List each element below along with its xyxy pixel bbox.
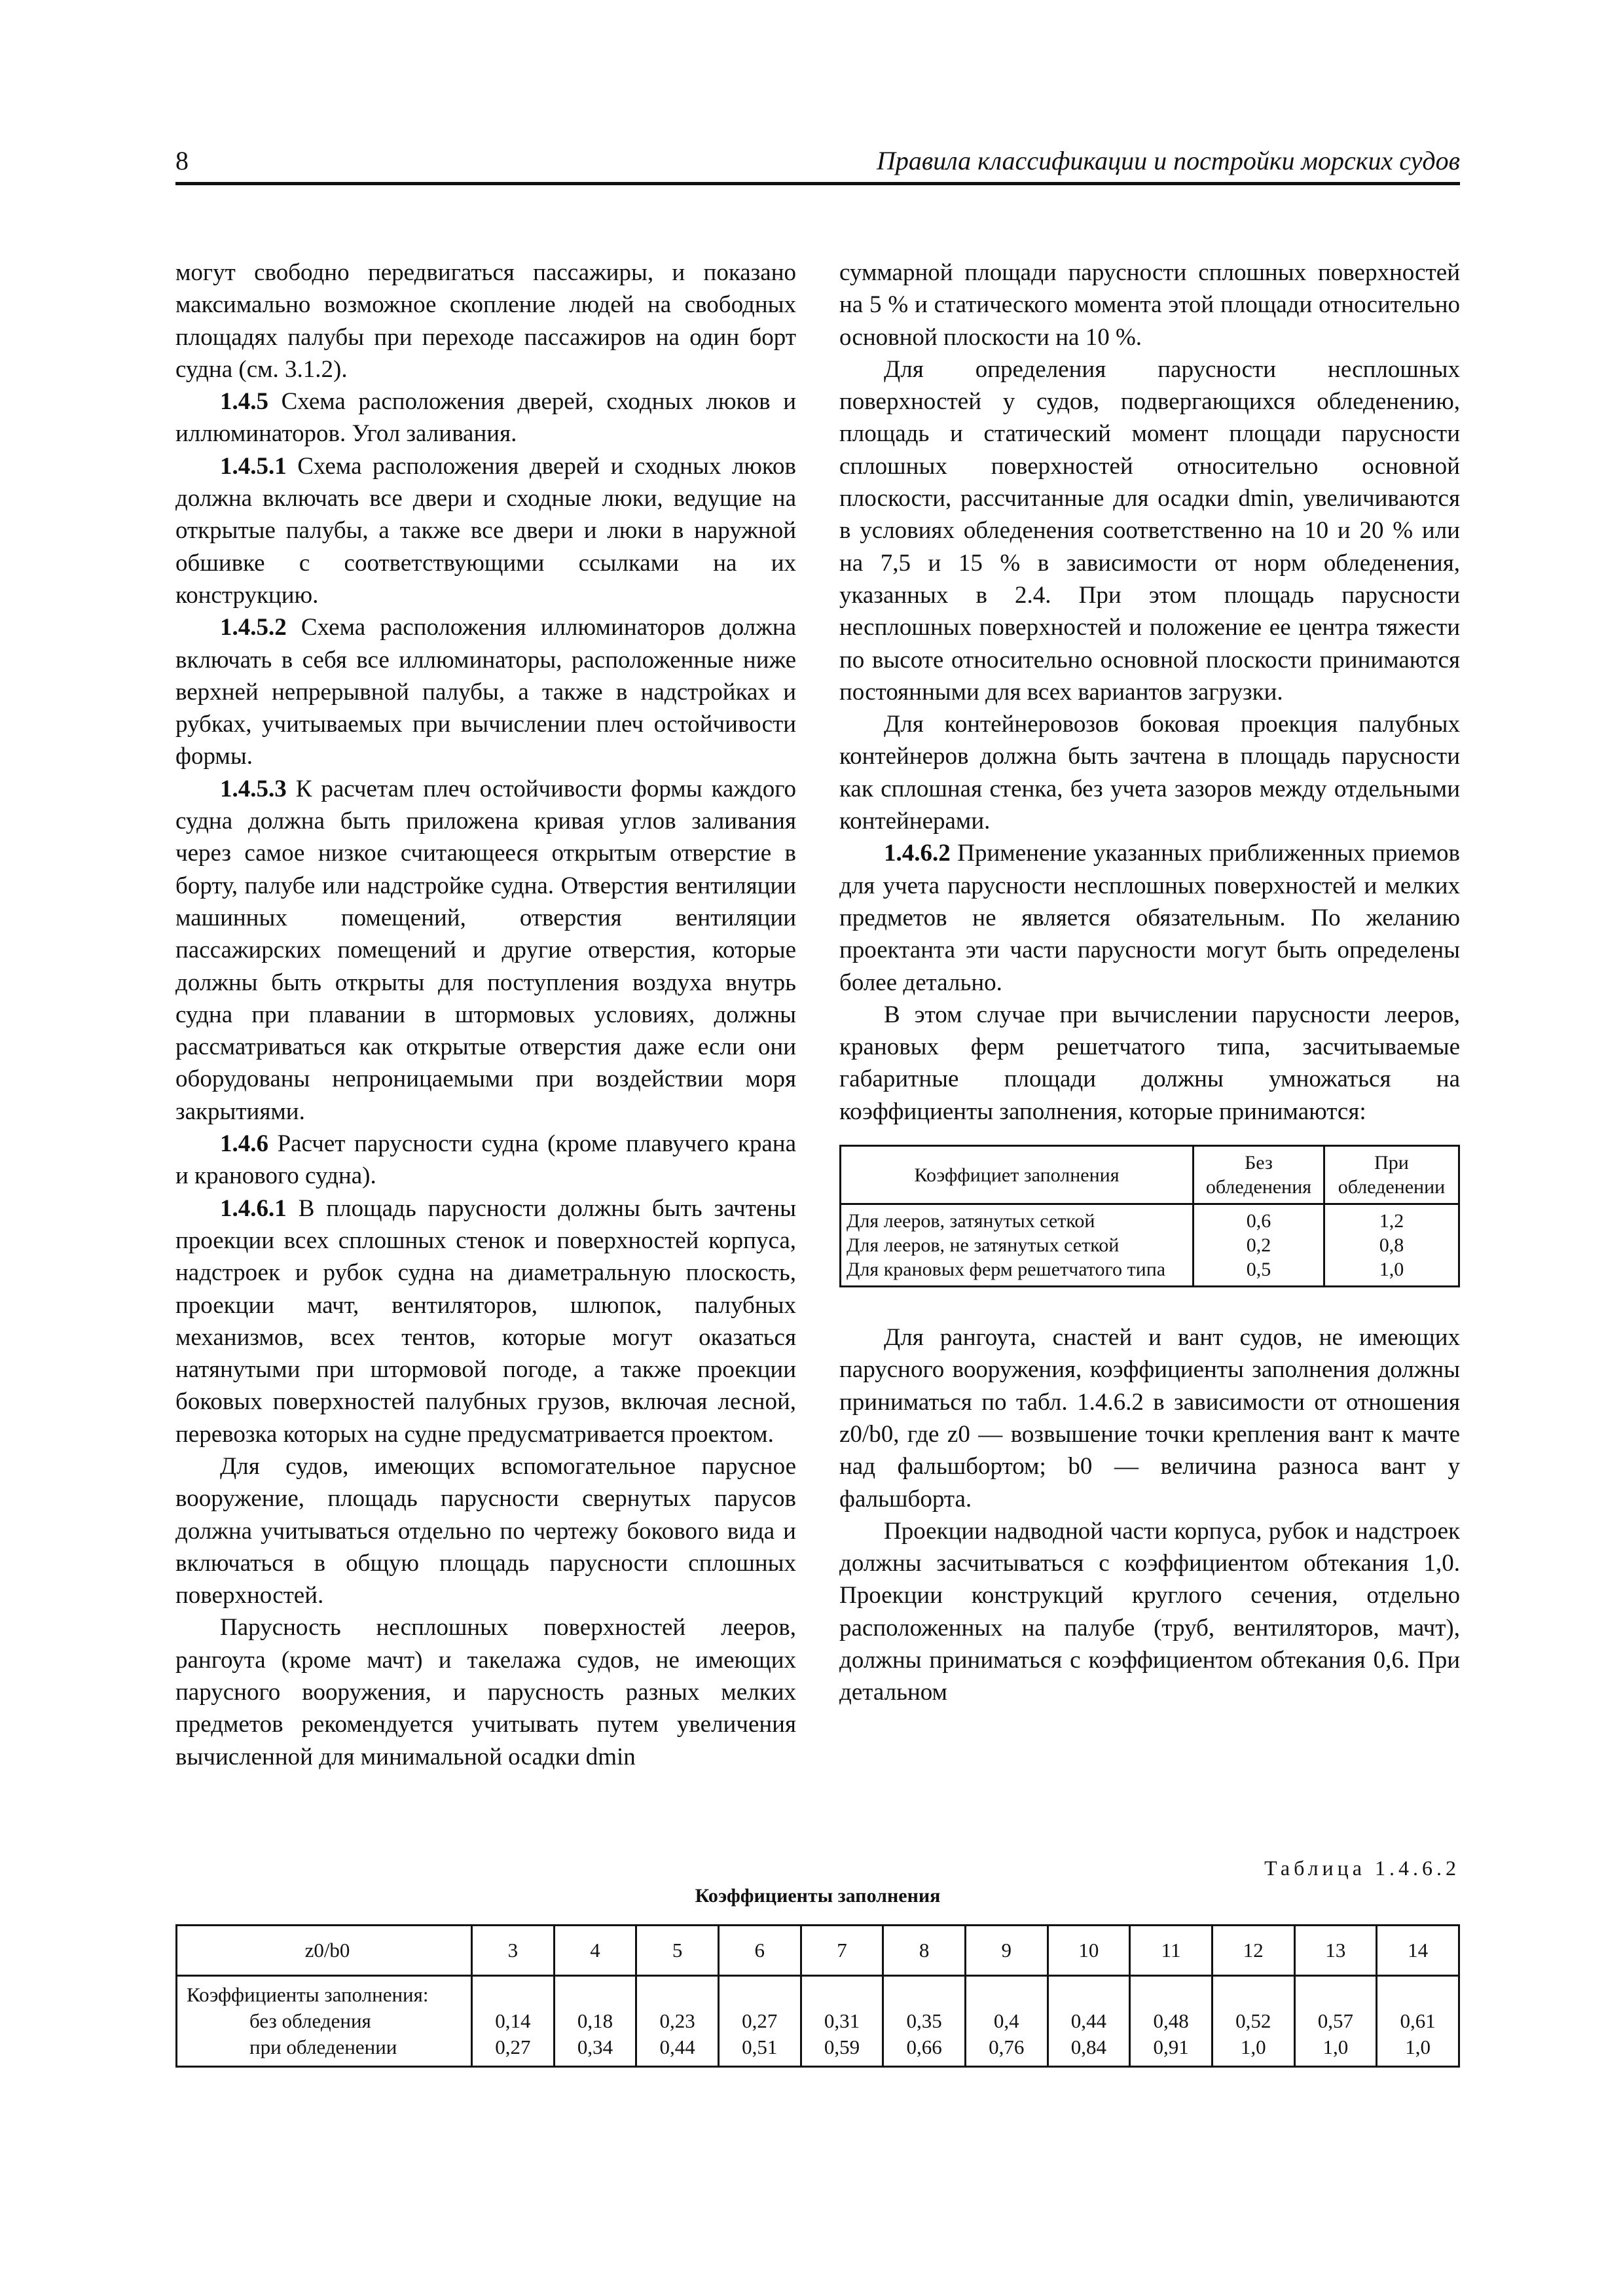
without-icing-value: 0,18	[577, 2009, 613, 2032]
with-icing-label: при обледенении	[249, 2036, 397, 2058]
paragraph-text: К расчетам плеч остойчивости формы каждого судна должна быть приложена кривая углов заливания через самое низкое считающееся открытым отверстие в борту, палубе или надстройке судна. Отверстия вентиляции машинных помещений, отверстия вентиляции пассажирских помещений и другие отверстия, которые должны быть открыты для поступления воздуха внутрь судна при плавании в штормовых условиях, должны рассматриваться как открытые отверстия даже если они оборудованы непроницаемыми при воздействии моря закрытиями.	[175, 775, 796, 1125]
paragraph	[839, 708, 1460, 837]
paragraph	[839, 1515, 1460, 1709]
table-number-label: Таблица 1.4.6.2	[1264, 1856, 1460, 1880]
without-icing-value: 0,44	[1070, 2009, 1107, 2032]
spacer	[558, 1982, 633, 2008]
paragraph	[839, 257, 1460, 353]
section-number: 1.4.6.1	[220, 1194, 287, 1222]
fill-coefficient-table	[839, 1145, 1460, 1287]
paragraph-text: Применение указанных приближенных приемов для учета парусности несплошных поверхностей и мелких предметов не является обязательным. По желанию проектанта эти части парусности могут быть определены более детально.	[839, 840, 1460, 996]
spacer	[1133, 1982, 1209, 2008]
with-icing-value: 1,0	[1240, 2036, 1266, 2058]
coefficient-group-label: Коэффициенты заполнения:	[187, 1983, 429, 2006]
with-icing-value: 0,84	[1070, 2036, 1107, 2058]
paragraph-text: Для определения парусности несплошных поверхностей у судов, подвергающихся обледенению, площадь и статический момент площади парусности сплошных поверхностей относительно основной плоскости, рассчитанные для осадки dmin, увеличиваются в условиях обледенения соответственно на 10 и 20 % или на 7,5 и 15 % в зависимости от норм обледенения, указанных в 2.4. При этом площадь парусности несплошных поверхностей и положение ее центра тяжести по высоте относительно основной плоскости принимаются постоянными для всех вариантов загрузки.	[839, 355, 1460, 706]
with-icing-value: 0,44	[659, 2036, 695, 2058]
fill-coefficient-names	[841, 1204, 1194, 1287]
paragraph	[175, 611, 796, 772]
spacer	[1298, 1982, 1374, 2008]
paragraph	[175, 773, 796, 1128]
without-icing-value: 0,14	[495, 2009, 531, 2032]
ratio-header-label: z0/b0	[177, 1926, 472, 1976]
paragraph	[839, 353, 1460, 708]
paragraph-text: Проекции надводной части корпуса, рубок и надстроек должны засчитываться с коэффициентом обтекания 1,0. Проекции конструкций круглого сечения, отдельно расположенных на палубе (труб, вентиляторов, мачт), должны приниматься с коэффициентом обтекания 0,6. При детальном	[839, 1517, 1460, 1706]
fill-coefficient-without: 0,5	[1246, 1259, 1271, 1281]
fill-coefficient-with-values	[1324, 1204, 1459, 1287]
paragraph-text: Парусность несплошных поверхностей лееров, рангоута (кроме мачт) и такелажа судов, не имеющих парусного вооружения, и парусность разных мелких предметов рекомендуется учитывать путем увеличения вычисленной для минимальной осадки dmin	[175, 1614, 796, 1770]
paragraph-text: Схема расположения дверей, сходных люков и иллюминаторов. Угол заливания.	[175, 388, 796, 448]
fill-coefficient-without: 0,2	[1246, 1234, 1271, 1257]
without-icing-value: 0,52	[1235, 2009, 1271, 2032]
ratio-value: 4	[554, 1926, 636, 1976]
ratio-value: 11	[1130, 1926, 1213, 1976]
section-number: 1.4.6	[220, 1130, 268, 1158]
paragraph	[839, 999, 1460, 1128]
spacer	[886, 1982, 962, 2008]
coefficient-cell	[965, 1976, 1048, 2067]
coefficient-cell	[1377, 1976, 1459, 2067]
spacer	[1216, 1982, 1291, 2008]
coefficient-cell	[1294, 1976, 1377, 2067]
ratio-value: 10	[1048, 1926, 1130, 1976]
paragraph-text: Схема расположения дверей и сходных люков должна включать все двери и сходные люки, ведущие на открытые палубы, а также все двери и люки в наружной обшивке с соответствующими ссылками на их конструкцию.	[175, 452, 796, 609]
fill-coefficient-with: 1,2	[1379, 1210, 1404, 1232]
section-number: 1.4.5.2	[220, 614, 287, 641]
coefficient-values-row	[177, 1976, 1459, 2067]
coefficient-cell	[718, 1976, 801, 2067]
without-icing-value: 0,61	[1400, 2009, 1436, 2032]
ratio-value: 5	[636, 1926, 719, 1976]
right-column-top	[839, 257, 1460, 1128]
paragraph	[175, 1193, 796, 1450]
fill-coefficient-name: Для лееров, не затянутых сеткой	[847, 1234, 1120, 1257]
fill-coefficient-name: Для лееров, затянутых сеткой	[847, 1210, 1095, 1232]
paragraph	[175, 257, 796, 386]
coefficient-cell	[1212, 1976, 1294, 2067]
fill-coefficient-without-values	[1194, 1204, 1324, 1287]
paragraph-text: В этом случае при вычислении парусности лееров, крановых ферм решетчатого типа, засчитываемые габаритные площади должны умножаться на коэффициенты заполнения, которые принимаются:	[839, 1001, 1460, 1125]
paragraph	[839, 837, 1460, 998]
paragraph-text: Для контейнеровозов боковая проекция палубных контейнеров должна быть зачтена в площадь парусности как сплошная стенка, без учета зазоров между отдельными контейнерами.	[839, 711, 1460, 835]
page-number: 8	[175, 146, 189, 175]
section-number: 1.4.5.1	[220, 452, 287, 480]
without-icing-value: 0,35	[906, 2009, 942, 2032]
spacer	[969, 1982, 1044, 2008]
fill-coefficient-header-without: Без обледенения	[1194, 1146, 1324, 1204]
paragraph	[175, 1128, 796, 1193]
paragraph-text: Для рангоута, снастей и вант судов, не имеющих парусного вооружения, коэффициенты заполнения должны приниматься по табл. 1.4.6.2 в зависимости от отношения z0/b0, где z0 — возвышение точки крепления вант к мачте над фальшбортом; b0 — величина разноса вант у фальшборта.	[839, 1324, 1460, 1513]
paragraph-text: Схема расположения иллюминаторов должна включать в себя все иллюминаторы, расположенные ниже верхней непрерывной палубы, а также в надстройках и рубках, учитываемых при вычислении плеч остойчивости формы.	[175, 614, 796, 770]
ratio-value: 14	[1377, 1926, 1459, 1976]
paragraph-text: В площадь парусности должны быть зачтены проекции всех сплошных стенок и поверхностей корпуса, надстроек и рубок судна на диаметральную плоскость, проекции мачт, вентиляторов, шлюпок, палубных механизмов, всех тентов, которые могут оказаться натянутыми при штормовой погоде, а также проекции боковых поверхностей палубных грузов, включая лесной, перевозка которых на судне предусматривается проектом.	[175, 1194, 796, 1448]
paragraph	[175, 450, 796, 611]
without-icing-label: без обледения	[249, 2009, 371, 2032]
spacer	[640, 1982, 715, 2008]
fill-coefficient-without: 0,6	[1246, 1210, 1271, 1232]
ratio-value: 3	[472, 1926, 555, 1976]
fill-coefficients-by-ratio-table	[175, 1924, 1460, 2068]
paragraph-text: Для судов, имеющих вспомогательное парусное вооружение, площадь парусности свернутых парусов должна учитываться отдельно по чертежу бокового вида и включаться в общую площадь парусности сплошных поверхностей.	[175, 1452, 796, 1609]
right-column-bottom	[839, 1321, 1460, 1709]
paragraph	[175, 1611, 796, 1772]
without-icing-value: 0,31	[824, 2009, 860, 2032]
paragraph	[839, 1321, 1460, 1515]
coefficient-cell	[801, 1976, 883, 2067]
ratio-value: 6	[718, 1926, 801, 1976]
fill-coefficient-name: Для крановых ферм решетчатого типа	[847, 1259, 1166, 1281]
fill-coefficient-header-with: При обледенении	[1324, 1146, 1459, 1204]
table-title: Коэффициенты заполнения	[695, 1885, 941, 1907]
ratio-value: 12	[1212, 1926, 1294, 1976]
paragraph-text: Расчет парусности судна (кроме плавучего крана и кранового судна).	[175, 1130, 796, 1190]
without-icing-value: 0,23	[659, 2009, 695, 2032]
without-icing-value: 0,4	[993, 2009, 1019, 2032]
running-title: Правила классификации и постройки морских судов	[876, 146, 1460, 175]
with-icing-value: 0,66	[906, 2036, 942, 2058]
with-icing-value: 0,34	[577, 2036, 613, 2058]
without-icing-value: 0,48	[1153, 2009, 1189, 2032]
with-icing-value: 0,27	[495, 2036, 531, 2058]
with-icing-value: 0,76	[989, 2036, 1025, 2058]
spacer	[1051, 1982, 1127, 2008]
section-number: 1.4.5.3	[220, 775, 287, 802]
with-icing-value: 1,0	[1322, 2036, 1349, 2058]
ratio-value: 8	[883, 1926, 966, 1976]
paragraph	[175, 1450, 796, 1611]
with-icing-value: 0,91	[1153, 2036, 1189, 2058]
spacer	[475, 1982, 551, 2008]
with-icing-value: 1,0	[1405, 2036, 1431, 2058]
section-number: 1.4.6.2	[884, 840, 951, 867]
spacer	[1380, 1982, 1455, 2008]
coefficient-cell	[554, 1976, 636, 2067]
paragraph-text: могут свободно передвигаться пассажиры, и показано максимально возможное скопление людей на свободных площадях палубы при переходе пассажиров на один борт судна (см. 3.1.2).	[175, 259, 796, 383]
coefficient-cell	[472, 1976, 555, 2067]
fill-coefficient-with: 1,0	[1379, 1259, 1404, 1281]
coefficient-cell	[883, 1976, 966, 2067]
with-icing-value: 0,59	[824, 2036, 860, 2058]
without-icing-value: 0,57	[1317, 2009, 1354, 2032]
ratio-value: 13	[1294, 1926, 1377, 1976]
fill-coefficient-header-row	[841, 1146, 1459, 1204]
page-header	[175, 145, 1460, 185]
coefficient-row-labels	[177, 1976, 472, 2067]
fill-coefficient-header-name: Коэффициет заполнения	[841, 1146, 1194, 1204]
coefficient-cell	[636, 1976, 719, 2067]
paragraph-text: суммарной площади парусности сплошных поверхностей на 5 % и статического момента этой площади относительно основной плоскости на 10 %.	[839, 259, 1460, 351]
without-icing-value: 0,27	[742, 2009, 778, 2032]
spacer	[722, 1982, 797, 2008]
fill-coefficient-with: 0,8	[1379, 1234, 1404, 1257]
fill-coefficient-body-row	[841, 1204, 1459, 1287]
ratio-header-row	[177, 1926, 1459, 1976]
ratio-value: 9	[965, 1926, 1048, 1976]
paragraph	[175, 386, 796, 450]
left-column	[175, 257, 796, 1773]
section-number: 1.4.5	[220, 388, 268, 416]
ratio-value: 7	[801, 1926, 883, 1976]
with-icing-value: 0,51	[742, 2036, 778, 2058]
spacer	[805, 1982, 880, 2008]
coefficient-cell	[1130, 1976, 1213, 2067]
coefficient-cell	[1048, 1976, 1130, 2067]
right-column	[839, 257, 1460, 1709]
